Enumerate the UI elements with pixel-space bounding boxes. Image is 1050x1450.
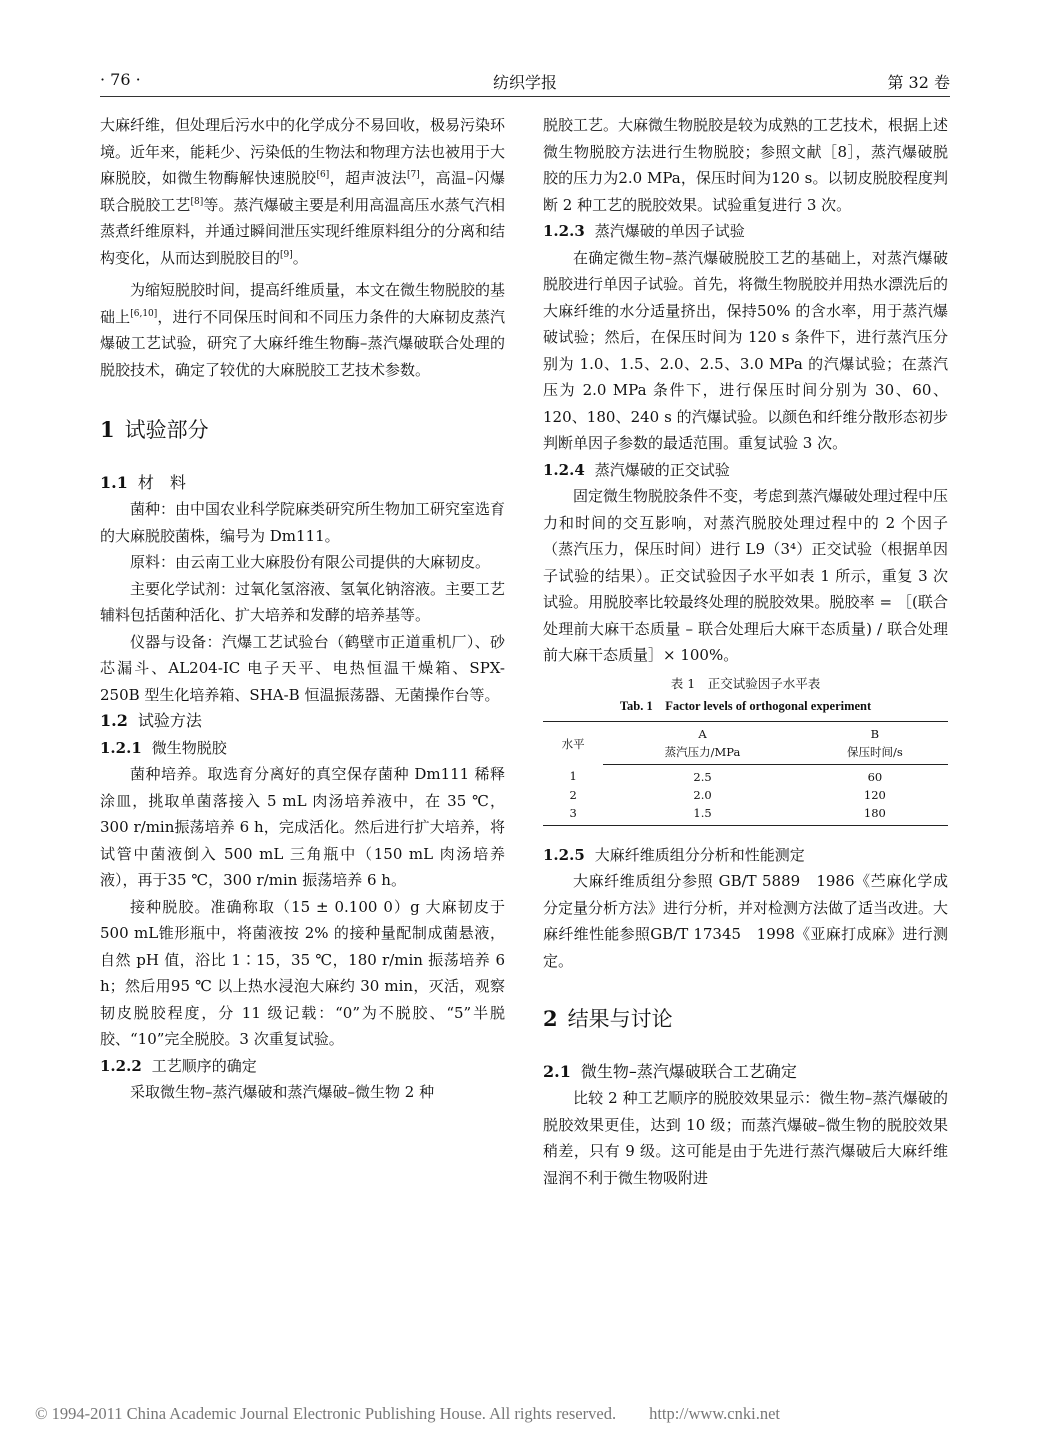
volume-label: 第 32 卷 <box>887 73 950 92</box>
strain-paragraph: 菌种：由中国农业科学院麻类研究所生物加工研究室选育的大麻脱胶菌株，编号为 Dm111。 <box>100 500 506 545</box>
single-factor-paragraph: 在确定微生物–蒸汽爆破脱胶工艺的基础上，对蒸汽爆破脱胶进行单因子试验。首先，将微生物脱胶并用热水漂洗后的大麻纤维的水分适量挤出，保持50% 的含水率，用于蒸汽爆破试验；然后，在保压时间为 120 s 条件下，进行蒸汽压分别为 1.0、1.5、2.0、2.5、3.0 MPa 的汽爆试验；在蒸汽压为 2.0 MPa 条件下，进行保压时间分别为 30、60、120、180、240 s 的汽爆试验。以颜色和纤维分散形态初步判断单因子参数的最适范围。重复试验 3 次。 <box>543 248 949 452</box>
order-paragraph: 采取微生物–蒸汽爆破和蒸汽爆破–微生物 2 种 <box>130 1083 435 1101</box>
orthogonal-paragraph: 固定微生物脱胶条件不变，考虑到蒸汽爆破处理过程中压力和时间的交互影响，对蒸汽脱胶处理过程中的 2 个因子（蒸汽压力，保压时间）进行 L9（3⁴）正交试验（根据单因子试验的结果）。正交试验因子水平如表 1 所示，重复 3 次试验。用脱胶率比较最终处理的脱胶效果。脱胶率 = ［(联合处理前大麻干态质量 – 联合处理后大麻干态质量) / 联合处理前大麻干态质量］× 100%。 <box>543 487 949 664</box>
page-number: · 76 · <box>100 70 141 89</box>
table-cell: 2.0 <box>693 787 712 802</box>
table-header-b-name: 保压时间/s <box>802 743 948 765</box>
subsection-heading-1-2-5: 1.2.5 大麻纤维质组分分析和性能测定 <box>543 845 805 864</box>
subsection-heading-1-2-4: 1.2.4 蒸汽爆破的正交试验 <box>543 460 730 479</box>
copyright-footer: © 1994-2011 China Academic Journal Electronic Publishing House. All rights reserved. http://www.cnki.net <box>35 1404 780 1423</box>
table-cell: 2 <box>569 787 577 802</box>
table-header-b-code: B <box>802 721 948 743</box>
citation[interactable]: [8] <box>190 196 204 207</box>
subsection-heading-1-2: 1.2 试验方法 <box>100 711 202 730</box>
header-rule <box>100 96 950 97</box>
right-column <box>543 112 948 1191</box>
subsection-heading-1-1: 1.1 材 料 <box>100 472 186 492</box>
table-cell: 3 <box>543 804 603 826</box>
table-cell: 120 <box>863 787 886 802</box>
table-cell: 2.5 <box>693 769 712 784</box>
journal-name: 纺织学报 <box>492 73 557 92</box>
table-row <box>543 786 948 804</box>
reagents-paragraph: 主要化学试剂：过氧化氢溶液、氢氧化钠溶液。主要工艺辅料包括菌种活化、扩大培养和发酵的培养基等。 <box>100 579 506 624</box>
subsection-heading-2-1: 2.1 微生物–蒸汽爆破联合工艺确定 <box>543 1061 797 1081</box>
page-header <box>100 70 950 92</box>
intro-paragraph-1: 大麻纤维，但处理后污水中的化学成分不易回收，极易污染环境。近年来，能耗少、污染低的生物法和物理方法也被用于大麻脱胶，如微生物酶解快速脱胶[6]，超声波法[7]，高温–闪爆联合脱胶工艺[8]等。蒸汽爆破主要是利用高温高压水蒸气汽相蒸煮纤维原料，并通过瞬间泄压实现纤维原料组分的分离和结构变化，从而达到脱胶目的[9]。 <box>100 116 506 267</box>
culture-paragraph: 菌种培养。取选育分离好的真空保存菌种 Dm111 稀释涂皿，挑取单菌落接入 5 mL 肉汤培养液中，在 35 ℃，300 r/min振荡培养 6 h，完成活化。然后进行扩大培养，将试管中菌液倒入 500 mL 三角瓶中（150 mL 肉汤培养液），再于35 ℃，300 r/min 振荡培养 6 h。 <box>100 765 505 889</box>
table-header-a-code: A <box>603 721 802 743</box>
factor-levels-table <box>543 721 948 826</box>
table-row <box>543 804 948 826</box>
subsection-heading-1-2-1: 1.2.1 微生物脱胶 <box>100 738 227 757</box>
analysis-paragraph: 大麻纤维质组分参照 GB/T 5889 1986《苎麻化学成分定量分析方法》进行分析，并对检测方法做了适当改进。大麻纤维性能参照GB/T 17345 1998《亚麻打成麻》进行测定。 <box>543 872 949 970</box>
table-cell: 1 <box>569 769 577 784</box>
table-row <box>543 764 948 786</box>
section-heading-2: 2 结果与讨论 <box>543 1006 673 1031</box>
table-cell: 60 <box>867 769 883 784</box>
result-paragraph: 比较 2 种工艺顺序的脱胶效果显示：微生物–蒸汽爆破的脱胶效果更佳，达到 10 级；而蒸汽爆破–微生物的脱胶效果稍差，只有 9 级。这可能是由于先进行蒸汽爆破后大麻纤维湿润不利于微生物吸附进 <box>543 1089 948 1187</box>
raw-material-paragraph: 原料：由云南工业大麻股份有限公司提供的大麻韧皮。 <box>130 553 491 571</box>
citation[interactable]: [7] <box>406 170 420 180</box>
table-cell: 180 <box>802 804 948 826</box>
citation[interactable]: [6] <box>316 170 330 180</box>
order-paragraph-continued: 脱胶工艺。大麻微生物脱胶是较为成熟的工艺技术，根据上述微生物脱胶方法进行生物脱胶；参照文献［8］，蒸汽爆破脱胶的压力为2.0 MPa，保压时间为120 s。以韧皮脱胶程度判断 2 种工艺的脱胶效果。试验重复进行 3 次。 <box>543 116 949 214</box>
citation[interactable]: [9] <box>280 249 293 260</box>
table-caption-en: Tab. 1 Factor levels of orthogonal experiment <box>619 698 872 713</box>
equipment-paragraph: 仪器与设备：汽爆工艺试验台（鹤壁市正道重机厂）、砂芯漏斗、AL204-IC 电子天平、电热恒温干燥箱、SPX-250B 型生化培养箱、SHA-B 恒温振荡器、无菌操作台等。 <box>100 632 505 704</box>
table-header-level: 水平 <box>543 721 603 764</box>
citation[interactable]: [6,10] <box>130 308 158 319</box>
section-heading-1: 1 试验部分 <box>100 417 209 442</box>
subsection-heading-1-2-3: 1.2.3 蒸汽爆破的单因子试验 <box>543 222 745 240</box>
left-column <box>100 112 505 1106</box>
table-caption-cn: 表 1 正交试验因子水平表 <box>670 675 821 691</box>
intro-paragraph-2: 为缩短脱胶时间，提高纤维质量，本文在微生物脱胶的基础上[6,10]，进行不同保压时间和不同压力条件的大麻韧皮蒸汽爆破工艺试验，研究了大麻纤维生物酶–蒸汽爆破联合处理的脱胶技术，确定了较优的大麻脱胶工艺技术参数。 <box>100 281 506 379</box>
table-header-a-name: 蒸汽压力/MPa <box>603 743 802 765</box>
subsection-heading-1-2-2: 1.2.2 工艺顺序的确定 <box>100 1056 257 1075</box>
table-cell: 1.5 <box>603 804 802 826</box>
inoculation-paragraph: 接种脱胶。准确称取（15 ± 0.100 0）g 大麻韧皮于500 mL锥形瓶中，将菌液按 2% 的接种量配制成菌悬液，自然 pH 值，浴比 1∶15，35 ℃，180 r/min 振荡培养 6 h；然后用95 ℃ 以上热水浸泡大麻约 30 min，灭活，观察韧皮脱胶程度，分 11 级记载：“0”为不脱胶、“5”半脱胶、“10”完全脱胶。3 次重复试验。 <box>100 897 505 1048</box>
